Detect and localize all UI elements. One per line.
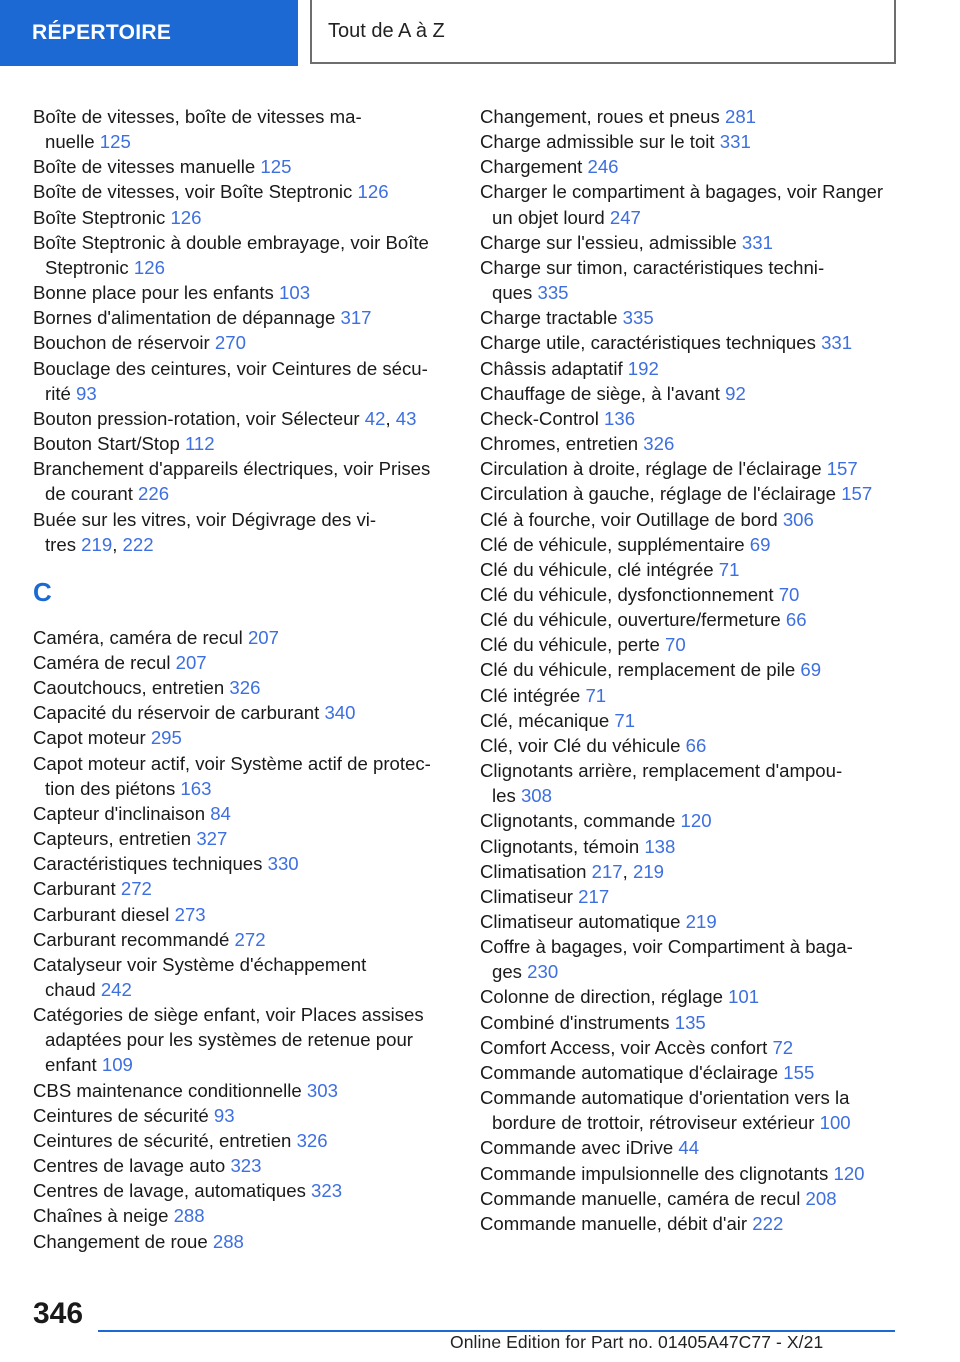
index-entry [33,1229,443,1254]
index-entry [33,801,443,826]
index-entry [480,934,910,984]
index-entry [480,708,910,733]
page-reference-link[interactable]: 272 [234,928,266,950]
index-entry-text: Check-Control [480,407,605,429]
page-reference-link[interactable]: 217 [578,885,610,907]
index-entry-text: Climatiseur automatique [480,911,686,932]
index-entry-text: Boîte de vitesses, voir Boîte Steptronic [33,181,358,203]
page-header [0,0,960,66]
index-entry [480,984,910,1009]
index-entry [33,1153,443,1178]
index-entry-text: rité [45,382,76,404]
index-entry-text: Commande avec iDrive [480,1137,679,1159]
page-reference-link[interactable]: 109 [101,1054,133,1076]
index-entry [33,305,443,330]
index-entry-text: Chaînes à neige [33,1205,174,1227]
page-reference-link[interactable]: 330 [267,853,299,875]
index-entry [480,129,910,154]
section-subtitle-box [310,0,896,64]
index-entry [33,431,443,456]
index-entry-text: chaud [45,979,101,1000]
index-entry [480,758,910,808]
index-entry [33,1128,443,1153]
page-reference-link[interactable]: 295 [150,727,182,749]
page-reference-link[interactable]: 335 [537,282,569,304]
page-reference-link[interactable]: 217 [591,860,623,882]
page-reference-link[interactable]: 340 [324,702,356,724]
index-entry [480,1035,910,1060]
index-entry [33,952,443,1002]
index-entry-text: de courant [45,483,139,505]
index-entry [480,255,910,305]
page-reference-link[interactable]: 138 [644,835,676,857]
page-reference-link[interactable]: 323 [230,1155,262,1177]
index-entry-text: Capot moteur [33,727,151,749]
index-entry-text: Changement, roues et pneus [480,106,725,127]
index-entry [33,179,443,204]
index-entry-text: Carburant recommandé [33,928,235,950]
page-reference-link[interactable]: 242 [100,979,132,1000]
index-entry-text: Chauffage de siège, à l'avant [480,382,726,404]
index-entry [480,607,910,632]
index-entry [33,876,443,901]
page-reference-link[interactable]: 157 [841,483,873,505]
index-column-left [33,104,443,1254]
page-reference-link[interactable]: 327 [196,828,228,850]
page-reference-link[interactable]: 331 [821,332,853,354]
index-entry [33,650,443,675]
index-entry-text: tion des piétons [45,777,181,799]
index-entry-text: Circulation à gauche, réglage de l'éclairage [480,483,842,505]
index-entry-text: enfant [45,1054,102,1076]
index-entry [33,625,443,650]
page-reference-link[interactable]: 335 [622,307,654,329]
index-entry-text: Clignotants, témoin [480,835,645,857]
page-reference-link[interactable]: 331 [741,231,773,253]
index-entry [33,826,443,851]
index-entry-text: Climatisation [480,860,592,882]
index-entry [480,456,910,481]
index-entry-text: Clé, mécanique [480,709,615,731]
page-reference-link[interactable]: 71 [718,558,740,580]
page-reference-link[interactable]: 331 [719,131,751,153]
index-entry-text: Steptronic [45,256,134,278]
page-reference-link[interactable]: 66 [785,609,807,631]
page-reference-link[interactable]: 69 [749,533,771,555]
index-entry-text: Clé du véhicule, dysfonctionnement [480,583,779,605]
index-entry [480,683,910,708]
index-entry-text: Ceintures de sécurité, entretien [33,1129,297,1151]
page-reference-link[interactable]: 101 [728,986,760,1008]
index-entry-text: Catalyseur voir Système d'échappement [33,953,367,975]
page-reference-link[interactable]: 326 [296,1129,328,1151]
index-entry-text: Buée sur les vitres, voir Dégivrage des vi- [33,508,377,530]
index-entry-text: Ceintures de sécurité [33,1104,214,1126]
page-reference-link[interactable]: 125 [260,156,292,178]
page-reference-link[interactable]: 288 [173,1205,205,1227]
index-entry [480,582,910,607]
page-reference-link[interactable]: 288 [212,1230,244,1252]
index-entry-text: Caméra, caméra de recul [33,626,248,648]
page-reference-link[interactable]: 71 [614,709,636,731]
index-entry-text: Châssis adaptatif [480,357,628,379]
index-entry-text: Commande manuelle, caméra de recul [480,1187,806,1209]
page-reference-link[interactable]: 93 [76,382,97,404]
page-reference-link[interactable]: 230 [527,961,559,983]
index-entry [480,1135,910,1160]
page-reference-link[interactable]: 219 [632,860,665,882]
page-reference-link[interactable]: 163 [180,777,212,799]
index-entry-text: Charge utile, caractéristiques techniques [480,332,822,354]
page-reference-link[interactable]: 103 [279,282,311,304]
page-reference-link[interactable]: 208 [805,1187,837,1209]
index-entry-text: Carburant diesel [33,903,175,925]
page-reference-link[interactable]: 323 [311,1180,343,1202]
page-reference-link[interactable]: 192 [627,357,659,379]
index-entry [33,725,443,750]
page-reference-link[interactable]: 219 [81,533,113,555]
index-entry [33,902,443,927]
index-entry [480,733,910,758]
index-entry-text: Boîte de vitesses manuelle [33,156,261,178]
index-entry [480,1211,910,1236]
page-reference-link[interactable]: 126 [357,181,389,203]
index-entry-text: Bouclage des ceintures, voir Ceintures de sécu- [33,357,428,379]
index-entry-text: Charge sur l'essieu, admissible [480,231,742,253]
index-entry-text: Clé intégrée [480,684,586,706]
page-reference-link[interactable]: 92 [725,382,746,404]
index-entry-text: Charge tractable [480,307,623,329]
index-entry [33,927,443,952]
index-entry [480,507,910,532]
index-entry: Buée sur les vitres, voir Dégivrage des vi- tres 219, 222 [33,508,377,555]
index-entry-text: Capot moteur actif, voir Système actif de protec- [33,752,431,774]
page-reference-link[interactable]: 303 [306,1079,338,1101]
index-entry-text: Bouchon de réservoir [33,332,215,354]
page-reference-link[interactable]: 326 [229,677,261,699]
index-entry-text: CBS maintenance conditionnelle [33,1079,307,1101]
index-entry: Climatisation 217, 219 [480,860,665,882]
index-entry [480,356,910,381]
index-entry [33,205,443,230]
index-entry [33,751,443,801]
index-entry-text: Carburant [33,878,121,900]
index-entry-text: Commande automatique d'éclairage [480,1061,784,1083]
index-entry [33,1103,443,1128]
index-entry-text: Colonne de direction, réglage [480,986,729,1008]
page-reference-link[interactable]: 125 [99,131,131,153]
index-entry [33,230,443,280]
index-entry-text: Boîte Steptronic à double embrayage, voir Boîte [33,231,429,253]
tab-repertoire[interactable]: RÉPERTOIRE [0,0,298,66]
page-reference-link[interactable]: 272 [120,878,152,900]
index-entry [480,632,910,657]
index-entry-text: Charge admissible sur le toit [480,131,720,153]
page-reference-link[interactable]: 207 [175,651,207,673]
index-entry [33,675,443,700]
index-letter-heading: C [33,576,52,607]
page-reference-link[interactable]: 273 [174,903,206,925]
page-reference-link[interactable]: 317 [340,307,372,329]
index-entry [480,1060,910,1085]
page-reference-link[interactable]: 43 [395,407,417,429]
index-entry-text: Circulation à droite, réglage de l'éclairage [480,458,827,480]
index-entry [33,330,443,355]
index-entry-text: un objet lourd [492,206,610,228]
index-entry [33,280,443,305]
index-entry: Bouton pression-rotation, voir Sélecteur 42, 43 [33,407,417,429]
index-entry [480,230,910,255]
index-entry-text: Coffre à bagages, voir Compartiment à baga- [480,936,853,958]
page-reference-link[interactable]: 70 [665,634,686,656]
index-group-c-continued [480,104,910,1236]
index-entry-text: Climatiseur [480,885,579,907]
footer-edition: Online Edition for Part no. 01405A47C77 - X/21 [450,1332,824,1352]
page-reference-link[interactable]: 112 [184,433,215,455]
index-entry [480,381,910,406]
index-entry [33,1203,443,1228]
index-entry-text: Commande automatique d'orientation vers la [480,1087,850,1109]
index-entry-text: Clé de véhicule, supplémentaire [480,533,750,555]
index-entry-text: les [492,785,521,807]
page-reference-link[interactable]: 306 [782,508,814,530]
index-entry [480,154,910,179]
index-entry [480,808,910,833]
page-reference-link[interactable]: 308 [520,785,552,807]
page-reference-link[interactable]: 120 [680,810,712,832]
index-entry-text: Charge sur timon, caractéristiques techni- [480,256,825,278]
page-reference-link[interactable]: 72 [772,1036,794,1058]
index-entry-text: Clé du véhicule, ouverture/fermeture [480,609,786,631]
page-reference-link[interactable]: 281 [724,106,757,127]
index-entry-text: Commande manuelle, débit d'air [480,1212,753,1234]
index-entry-text: Comfort Access, voir Accès confort [480,1036,773,1058]
page-reference-link[interactable]: 70 [778,583,800,605]
page-reference-link[interactable]: 135 [674,1011,706,1033]
index-entry [33,1078,443,1103]
page-reference-link[interactable]: 136 [604,407,636,429]
index-entry-text: Clé à fourche, voir Outillage de bord [480,508,783,530]
index-entry-text: Capteur d'inclinaison [33,802,211,824]
page-reference-link[interactable]: 219 [685,911,717,932]
index-entry [480,305,910,330]
index-entry [33,1178,443,1203]
index-entry-text: Bouton pression-rotation, voir Sélecteur [33,407,365,429]
index-entry [33,456,443,506]
index-entry [33,851,443,876]
index-entry [480,834,910,859]
index-entry-text: nuelle [45,131,100,153]
index-entry [33,356,443,406]
index-entry [480,557,910,582]
index-entry-text: Caméra de recul [33,651,176,673]
page-reference-link[interactable]: 84 [210,802,231,824]
index-entry-text: Catégories de siège enfant, voir Places assises [33,1004,424,1026]
index-entry-text: Centres de lavage, automatiques [33,1180,312,1202]
index-entry [480,909,910,934]
index-entry-text: bordure de trottoir, rétroviseur extérieur [492,1112,820,1134]
index-entry-text: Commande impulsionnelle des clignotants [480,1162,834,1184]
page-reference-link[interactable]: 246 [587,156,619,178]
page-reference-link[interactable]: 222 [752,1212,784,1234]
index-entry-text: Chromes, entretien [480,433,644,455]
index-entry-text: Bonne place pour les enfants [33,282,280,304]
index-entry-text: Charger le compartiment à bagages, voir Ranger [480,181,884,203]
index-entry-text: Capteurs, entretien [33,828,197,850]
index-entry-text: Caractéristiques techniques [33,853,268,875]
index-entry [480,1085,910,1135]
index-entry-text: Chargement [480,156,588,178]
index-entry-text: Branchement d'appareils électriques, voir Prises [33,458,431,480]
index-entry [480,1010,910,1035]
page-reference-link[interactable]: 100 [819,1112,851,1134]
page-reference-link[interactable]: 207 [247,626,279,648]
page-reference-link[interactable]: 71 [585,684,607,706]
page-number: 346 [33,1297,84,1330]
index-entry [33,154,443,179]
index-entry [480,330,910,355]
index-entry [480,1161,910,1186]
index-entry-text: Boîte de vitesses, boîte de vitesses ma- [33,106,362,127]
index-entry-text: Clignotants, commande [480,810,681,832]
page-reference-link[interactable]: 93 [213,1104,235,1126]
page-reference-link[interactable]: 155 [783,1061,815,1083]
index-entry-text: Capacité du réservoir de carburant [33,702,325,724]
index-entry-text: Boîte Steptronic [33,206,171,228]
page-reference-link[interactable]: 44 [678,1137,700,1159]
index-entry-text: Clé du véhicule, clé intégrée [480,558,719,580]
index-column-right [480,104,910,1236]
index-group-c [33,625,443,1254]
page-reference-link[interactable]: 69 [800,659,822,681]
index-entry-text: tres [45,533,82,555]
page-reference-link[interactable]: 247 [609,206,641,228]
page-reference-link[interactable]: 126 [133,256,165,278]
page-reference-link[interactable]: 120 [833,1162,865,1184]
page-reference-link[interactable]: 326 [643,433,675,455]
index-entry-text: ges [492,961,528,983]
page-reference-link[interactable]: 66 [685,734,707,756]
index-entry-text: Combiné d'instruments [480,1011,675,1033]
index-entry-text: Clé, voir Clé du véhicule [480,734,686,756]
index-entry [480,431,910,456]
index-entry-text: Bornes d'alimentation de dépannage [33,307,341,329]
index-entry-text: ques [492,282,538,304]
index-entry [480,481,910,506]
page-reference-link[interactable]: 270 [214,332,246,354]
index-entry [480,657,910,682]
index-entry [480,884,910,909]
index-entry [33,1002,443,1077]
index-entry [33,104,443,154]
page-reference-link[interactable]: 126 [170,206,202,228]
index-entry [480,406,910,431]
index-entry-text: Clé du véhicule, remplacement de pile [480,659,801,681]
index-entry [33,700,443,725]
page-reference-link[interactable]: 226 [138,483,170,505]
index-entry-text: Changement de roue [33,1230,213,1252]
index-entry-text: adaptées pour les systèmes de retenue pour [45,1029,413,1051]
page-reference-link[interactable]: 42 [364,407,386,429]
page-reference-link[interactable]: 157 [826,458,858,480]
index-entry [480,104,910,129]
index-entry-text: Clé du véhicule, perte [480,634,666,656]
index-group-b [33,104,443,557]
index-entry-text: Caoutchoucs, entretien [33,677,230,699]
index-entry [480,1186,910,1211]
index-entry [480,179,910,229]
index-entry [480,532,910,557]
index-entry-text: Centres de lavage auto [33,1155,231,1177]
index-entry-text: Bouton Start/Stop [33,433,185,455]
section-subtitle: Tout de A à Z [328,19,445,42]
index-entry-text: Clignotants arrière, remplacement d'ampou- [480,760,843,782]
page-reference-link[interactable]: 222 [122,533,154,555]
